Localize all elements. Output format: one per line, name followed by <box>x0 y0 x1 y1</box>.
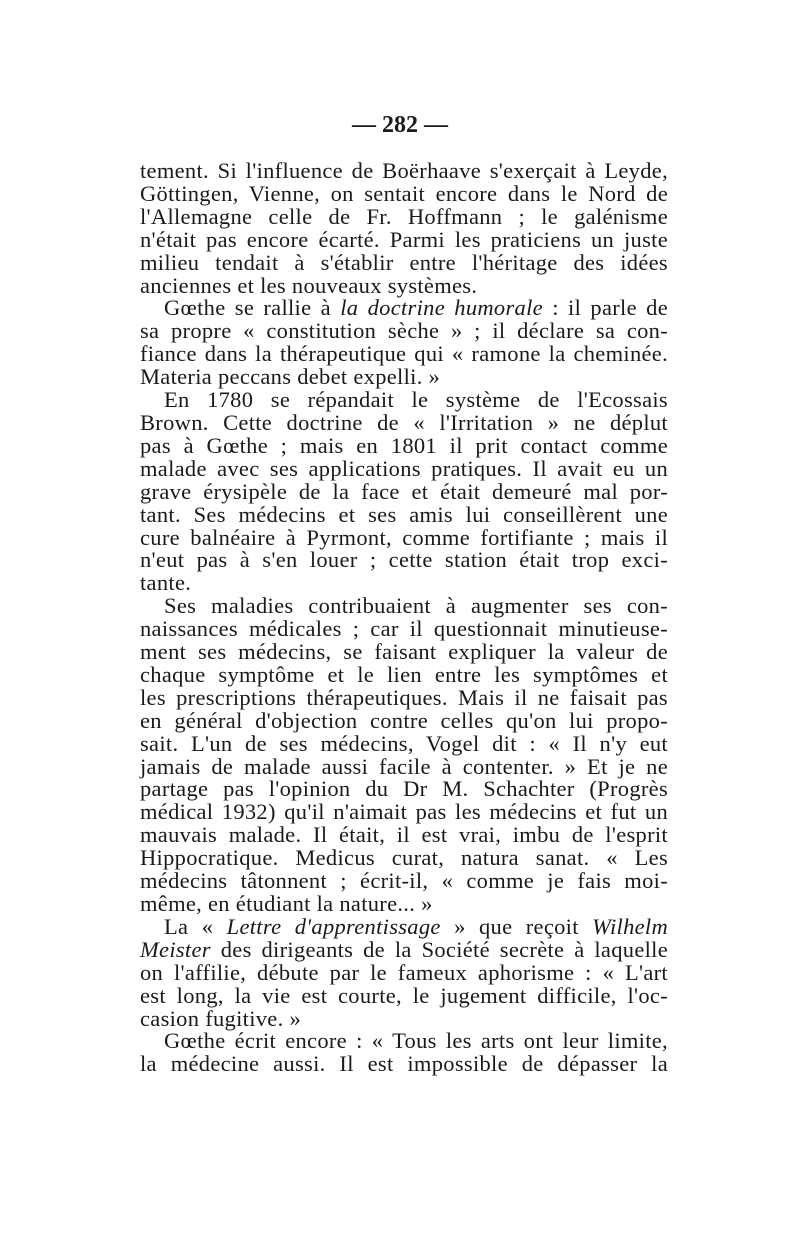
text-segment: fiance dans la thérapeutique qui « ramone la cheminée. <box>140 341 668 367</box>
body-text <box>140 160 668 1076</box>
text-line <box>140 524 668 550</box>
text-segment: milieu tendait à s'établir entre l'héritage des idées <box>140 249 668 275</box>
text-segment: on l'affilie, débute par le fameux aphorisme : « L'art <box>140 959 668 985</box>
italic-text: Meister <box>140 936 211 962</box>
text-segment: : il parle de <box>542 295 668 321</box>
text-segment: les prescriptions thérapeutiques. Mais il ne faisait pas <box>140 684 668 710</box>
text-segment: grave érysipèle de la face et était demeuré mal por- <box>140 478 668 504</box>
text-segment: tante. <box>140 570 192 596</box>
text-segment: est long, la vie est courte, le jugement difficile, l'oc- <box>140 982 668 1008</box>
text-segment: même, en étudiant la nature... » <box>140 891 433 916</box>
text-segment: Göttingen, Vienne, on sentait encore dans le Nord de <box>140 180 668 206</box>
text-line <box>140 297 668 320</box>
text-line <box>140 801 668 824</box>
text-line <box>140 959 668 985</box>
text-line <box>140 549 668 572</box>
text-line <box>140 707 668 733</box>
text-line <box>140 1053 668 1076</box>
text-line <box>140 409 668 435</box>
text-line <box>140 478 668 504</box>
text-segment: tant. Ses médecins et ses amis lui conseillèrent une <box>140 501 668 527</box>
text-line <box>140 913 669 939</box>
text-line <box>140 389 668 412</box>
text-segment: » que reçoit <box>440 913 593 939</box>
text-segment: sait. L'un de ses médecins, Vogel dit : « Il n'y eut <box>140 730 668 756</box>
text-line <box>140 641 668 664</box>
text-line <box>140 572 668 595</box>
italic-text: la doctrine humorale <box>340 295 543 321</box>
text-segment: Hippocratique. Medicus curat, natura sanat. « Les <box>140 845 668 871</box>
text-segment: en général d'objection contre celles qu'on lui propo- <box>140 707 668 733</box>
text-segment: ment ses médecins, se faisant expliquer la valeur de <box>140 639 668 665</box>
text-line <box>140 366 668 389</box>
text-line <box>140 684 668 710</box>
text-segment: Ses maladies contribuaient à augmenter ses con- <box>164 593 668 619</box>
text-line <box>140 1005 668 1031</box>
text-segment: malade avec ses applications pratiques. Il avait eu un <box>140 455 668 481</box>
text-segment: tement. Si l'influence de Boërhaave s'exerçait à Leyde, <box>140 158 668 183</box>
text-segment: l'Allemagne celle de Fr. Hoffmann ; le galénisme <box>140 203 668 229</box>
text-segment: mauvais malade. Il était, il est vrai, imbu de l'esprit <box>140 822 668 848</box>
text-segment: n'était pas encore écarté. Parmi les praticiens un juste <box>140 226 668 252</box>
text-segment: la médecine aussi. Il est impossible de dépasser la <box>140 1051 668 1077</box>
text-line <box>140 249 668 275</box>
text-segment: La « <box>164 913 227 939</box>
text-segment: casion fugitive. » <box>140 1005 301 1031</box>
page-number: — 282 — <box>352 112 448 138</box>
text-line <box>140 753 668 779</box>
text-segment: En 1780 se répandait le système de l'Ecossais <box>164 387 668 413</box>
text-segment: médecins tâtonnent ; écrit-il, « comme je fais moi- <box>140 868 668 894</box>
text-segment: chaque symptôme et le lien entre les symptômes et <box>140 661 668 687</box>
text-line <box>140 320 668 343</box>
text-line <box>140 180 668 206</box>
text-segment: partage pas l'opinion du Dr M. Schachter (Progrès <box>140 776 668 802</box>
text-segment: Gœthe se rallie à <box>164 295 341 321</box>
text-line <box>140 824 668 847</box>
text-line <box>140 893 668 916</box>
text-segment: Gœthe écrit encore : « Tous les arts ont leur limite, <box>164 1028 668 1054</box>
text-line <box>140 595 668 618</box>
text-segment: jamais de malade aussi facile à contenter. » Et je ne <box>140 753 668 779</box>
text-segment: des dirigeants de la Société secrète à laquelle <box>210 936 668 962</box>
text-line <box>140 501 668 527</box>
text-line <box>140 870 668 893</box>
text-segment: sa propre « constitution sèche » ; il déclare sa con- <box>140 318 668 344</box>
text-line <box>140 226 668 252</box>
text-line <box>140 432 668 458</box>
text-line <box>140 730 668 756</box>
text-line <box>140 203 668 229</box>
text-line <box>140 778 668 801</box>
text-line <box>140 618 668 641</box>
text-segment: Materia peccans debet expelli. » <box>140 364 441 390</box>
text-line <box>140 160 668 183</box>
text-line <box>140 455 668 481</box>
text-segment: n'eut pas à s'en louer ; cette station était trop exci- <box>140 547 668 573</box>
text-segment: cure balnéaire à Pyrmont, comme fortifiante ; mais il <box>140 524 668 550</box>
italic-text: Wilhelm <box>592 913 669 939</box>
text-line <box>140 982 668 1008</box>
text-segment: naissances médicales ; car il questionnait minutieuse- <box>140 616 668 642</box>
text-segment: anciennes et les nouveaux systèmes. <box>140 272 478 298</box>
text-line <box>140 1030 668 1053</box>
text-segment: Brown. Cette doctrine de « l'Irritation » ne déplut <box>140 409 668 435</box>
text-line <box>140 661 668 687</box>
italic-text: Lettre d'apprentissage <box>226 913 441 939</box>
text-line <box>140 936 668 962</box>
text-line <box>140 343 668 366</box>
text-line <box>140 272 668 298</box>
text-line <box>140 847 668 870</box>
text-segment: médical 1932) qu'il n'aimait pas les médecins et fut un <box>140 799 668 825</box>
text-segment: pas à Gœthe ; mais en 1801 il prit contact comme <box>140 432 668 458</box>
